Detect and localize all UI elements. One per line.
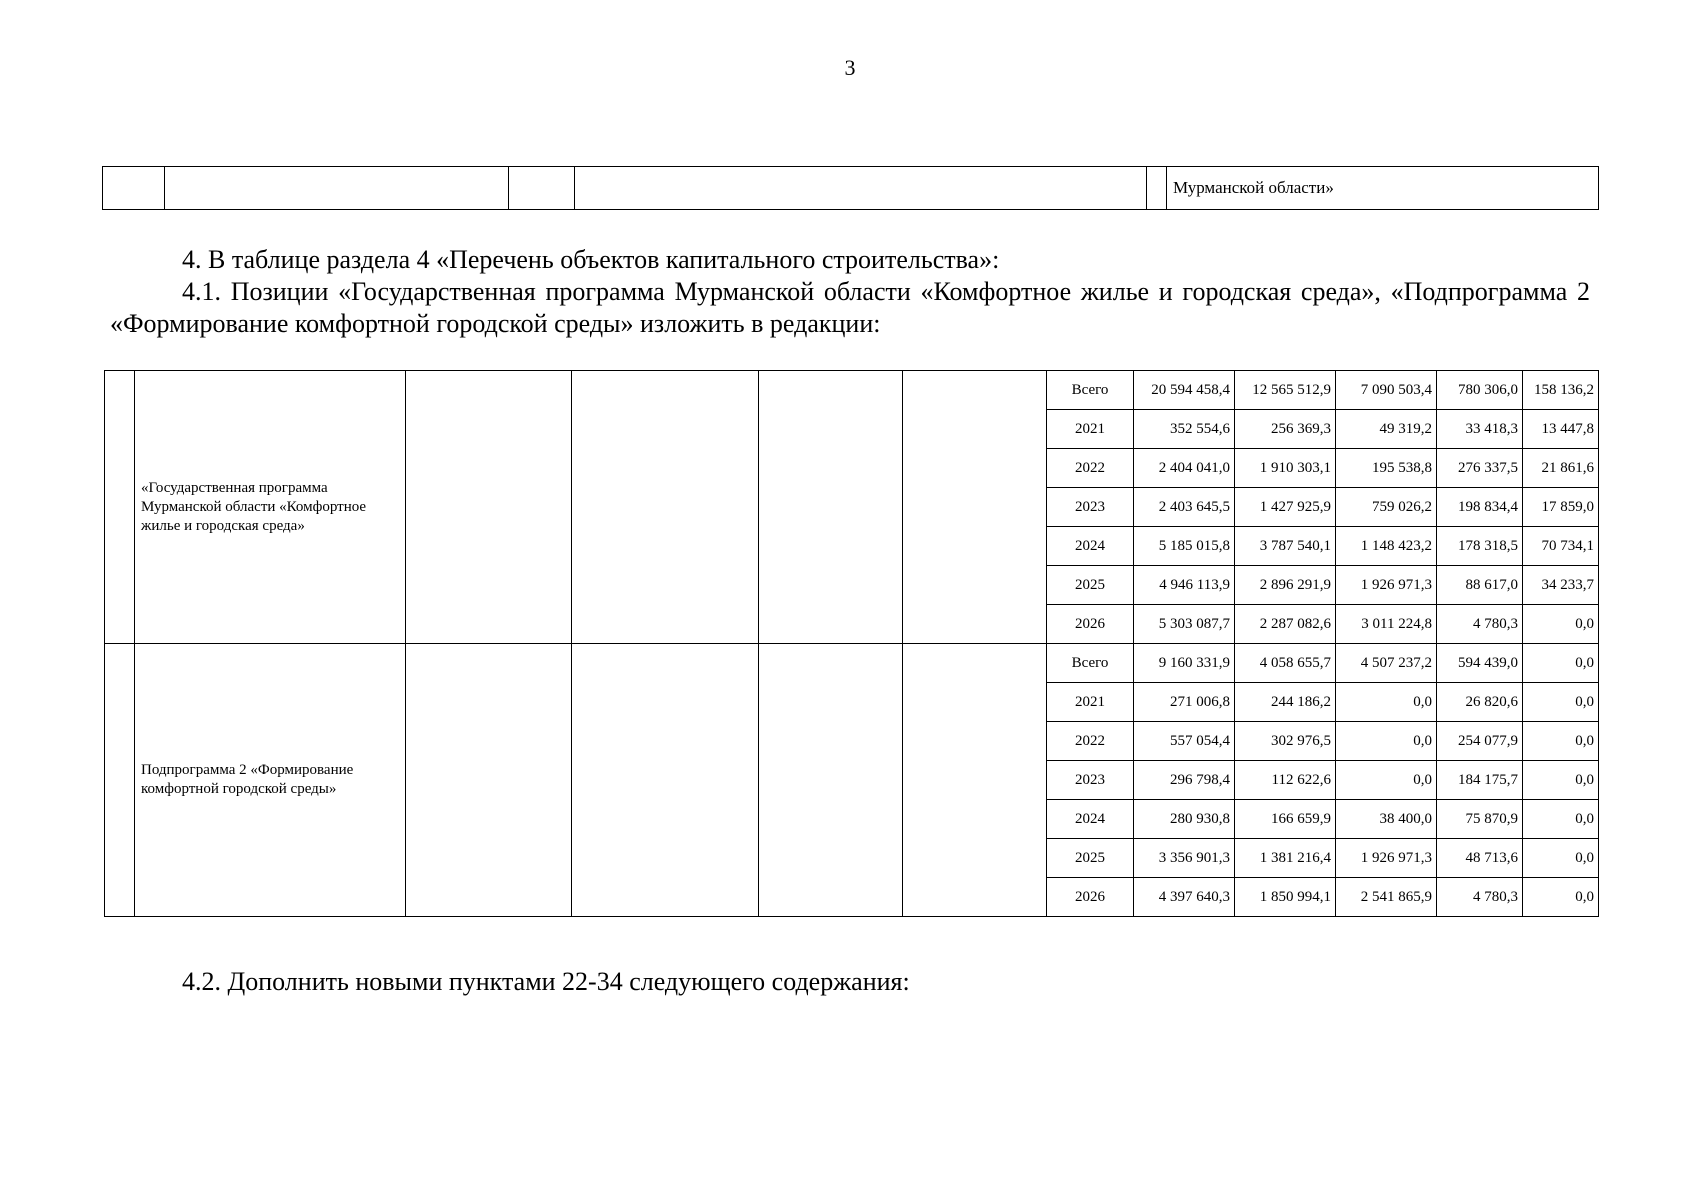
year-cell: 2024 [1047, 527, 1134, 566]
value-cell: 244 186,2 [1235, 683, 1336, 722]
year-cell: 2025 [1047, 566, 1134, 605]
paragraph-item-4-2: 4.2. Дополнить новыми пунктами 22-34 следующего содержания: [182, 967, 910, 996]
value-cell: 1 148 423,2 [1336, 527, 1437, 566]
value-cell: 256 369,3 [1235, 410, 1336, 449]
value-cell: 33 418,3 [1437, 410, 1523, 449]
value-cell: 198 834,4 [1437, 488, 1523, 527]
value-cell: 4 058 655,7 [1235, 644, 1336, 683]
value-cell: 2 541 865,9 [1336, 878, 1437, 917]
value-cell: 4 780,3 [1437, 605, 1523, 644]
year-cell: 2026 [1047, 878, 1134, 917]
value-cell: 1 850 994,1 [1235, 878, 1336, 917]
year-cell: 2025 [1047, 839, 1134, 878]
value-cell: 0,0 [1523, 761, 1599, 800]
program-name-cell: Подпрограмма 2 «Формирование комфортной городской среды» [135, 644, 406, 917]
year-cell: 2021 [1047, 683, 1134, 722]
value-cell: 70 734,1 [1523, 527, 1599, 566]
value-cell: 302 976,5 [1235, 722, 1336, 761]
value-cell: 352 554,6 [1134, 410, 1235, 449]
year-cell: Всего [1047, 371, 1134, 410]
value-cell: 2 403 645,5 [1134, 488, 1235, 527]
value-cell: 1 381 216,4 [1235, 839, 1336, 878]
row-number-cell [105, 644, 135, 917]
year-cell: 2021 [1047, 410, 1134, 449]
value-cell: 276 337,5 [1437, 449, 1523, 488]
value-cell: 20 594 458,4 [1134, 371, 1235, 410]
value-cell: 5 185 015,8 [1134, 527, 1235, 566]
value-cell: 0,0 [1523, 878, 1599, 917]
year-cell: 2022 [1047, 722, 1134, 761]
value-cell: 158 136,2 [1523, 371, 1599, 410]
empty-cell [406, 371, 572, 644]
empty-cell [903, 371, 1047, 644]
year-cell: 2023 [1047, 488, 1134, 527]
value-cell: 13 447,8 [1523, 410, 1599, 449]
value-cell: 3 356 901,3 [1134, 839, 1235, 878]
table-cell [509, 167, 575, 210]
value-cell: 759 026,2 [1336, 488, 1437, 527]
page-number: 3 [844, 55, 856, 80]
table-cell-text: Мурманской области» [1167, 167, 1599, 210]
value-cell: 3 011 224,8 [1336, 605, 1437, 644]
value-cell: 0,0 [1336, 722, 1437, 761]
value-cell: 88 617,0 [1437, 566, 1523, 605]
value-cell: 9 160 331,9 [1134, 644, 1235, 683]
row-number-cell [105, 371, 135, 644]
empty-cell [572, 371, 759, 644]
capital-construction-table [104, 370, 1599, 917]
value-cell: 0,0 [1336, 761, 1437, 800]
value-cell: 1 926 971,3 [1336, 839, 1437, 878]
value-cell: 2 404 041,0 [1134, 449, 1235, 488]
table-cell [103, 167, 165, 210]
value-cell: 0,0 [1523, 683, 1599, 722]
value-cell: 166 659,9 [1235, 800, 1336, 839]
value-cell: 38 400,0 [1336, 800, 1437, 839]
value-cell: 195 538,8 [1336, 449, 1437, 488]
value-cell: 296 798,4 [1134, 761, 1235, 800]
value-cell: 4 507 237,2 [1336, 644, 1437, 683]
year-cell: 2026 [1047, 605, 1134, 644]
value-cell: 4 397 640,3 [1134, 878, 1235, 917]
value-cell: 12 565 512,9 [1235, 371, 1336, 410]
value-cell: 178 318,5 [1437, 527, 1523, 566]
value-cell: 112 622,6 [1235, 761, 1336, 800]
value-cell: 3 787 540,1 [1235, 527, 1336, 566]
value-cell: 2 287 082,6 [1235, 605, 1336, 644]
value-cell: 48 713,6 [1437, 839, 1523, 878]
value-cell: 594 439,0 [1437, 644, 1523, 683]
previous-table-continuation [102, 166, 1599, 210]
empty-cell [406, 644, 572, 917]
value-cell: 5 303 087,7 [1134, 605, 1235, 644]
paragraph-item-4-1: 4.1. Позиции «Государственная программа Мурманской области «Комфортное жилье и городская среда», «Подпрограмма 2 «Формирование комфортной городской среды» изложить в редакции: [110, 277, 1590, 338]
program-name-cell: «Государственная программа Мурманской области «Комфортное жилье и городская среда» [135, 371, 406, 644]
value-cell: 780 306,0 [1437, 371, 1523, 410]
value-cell: 280 930,8 [1134, 800, 1235, 839]
value-cell: 254 077,9 [1437, 722, 1523, 761]
value-cell: 1 427 925,9 [1235, 488, 1336, 527]
table-cell [575, 167, 1147, 210]
value-cell: 557 054,4 [1134, 722, 1235, 761]
value-cell: 0,0 [1523, 800, 1599, 839]
value-cell: 75 870,9 [1437, 800, 1523, 839]
year-cell: 2023 [1047, 761, 1134, 800]
value-cell: 271 006,8 [1134, 683, 1235, 722]
value-cell: 1 926 971,3 [1336, 566, 1437, 605]
table-row [105, 644, 1599, 683]
year-cell: 2022 [1047, 449, 1134, 488]
value-cell: 0,0 [1523, 644, 1599, 683]
value-cell: 0,0 [1523, 839, 1599, 878]
value-cell: 7 090 503,4 [1336, 371, 1437, 410]
value-cell: 21 861,6 [1523, 449, 1599, 488]
value-cell: 26 820,6 [1437, 683, 1523, 722]
empty-cell [759, 371, 903, 644]
value-cell: 34 233,7 [1523, 566, 1599, 605]
value-cell: 49 319,2 [1336, 410, 1437, 449]
empty-cell [759, 644, 903, 917]
value-cell: 1 910 303,1 [1235, 449, 1336, 488]
value-cell: 0,0 [1523, 722, 1599, 761]
value-cell: 0,0 [1523, 605, 1599, 644]
value-cell: 0,0 [1336, 683, 1437, 722]
table-cell [165, 167, 509, 210]
year-cell: 2024 [1047, 800, 1134, 839]
value-cell: 4 780,3 [1437, 878, 1523, 917]
value-cell: 4 946 113,9 [1134, 566, 1235, 605]
table-row [105, 371, 1599, 410]
table-cell [1147, 167, 1167, 210]
year-cell: Всего [1047, 644, 1134, 683]
value-cell: 184 175,7 [1437, 761, 1523, 800]
value-cell: 2 896 291,9 [1235, 566, 1336, 605]
empty-cell [903, 644, 1047, 917]
empty-cell [572, 644, 759, 917]
value-cell: 17 859,0 [1523, 488, 1599, 527]
paragraph-item-4: 4. В таблице раздела 4 «Перечень объектов капитального строительства»: [182, 245, 1000, 274]
